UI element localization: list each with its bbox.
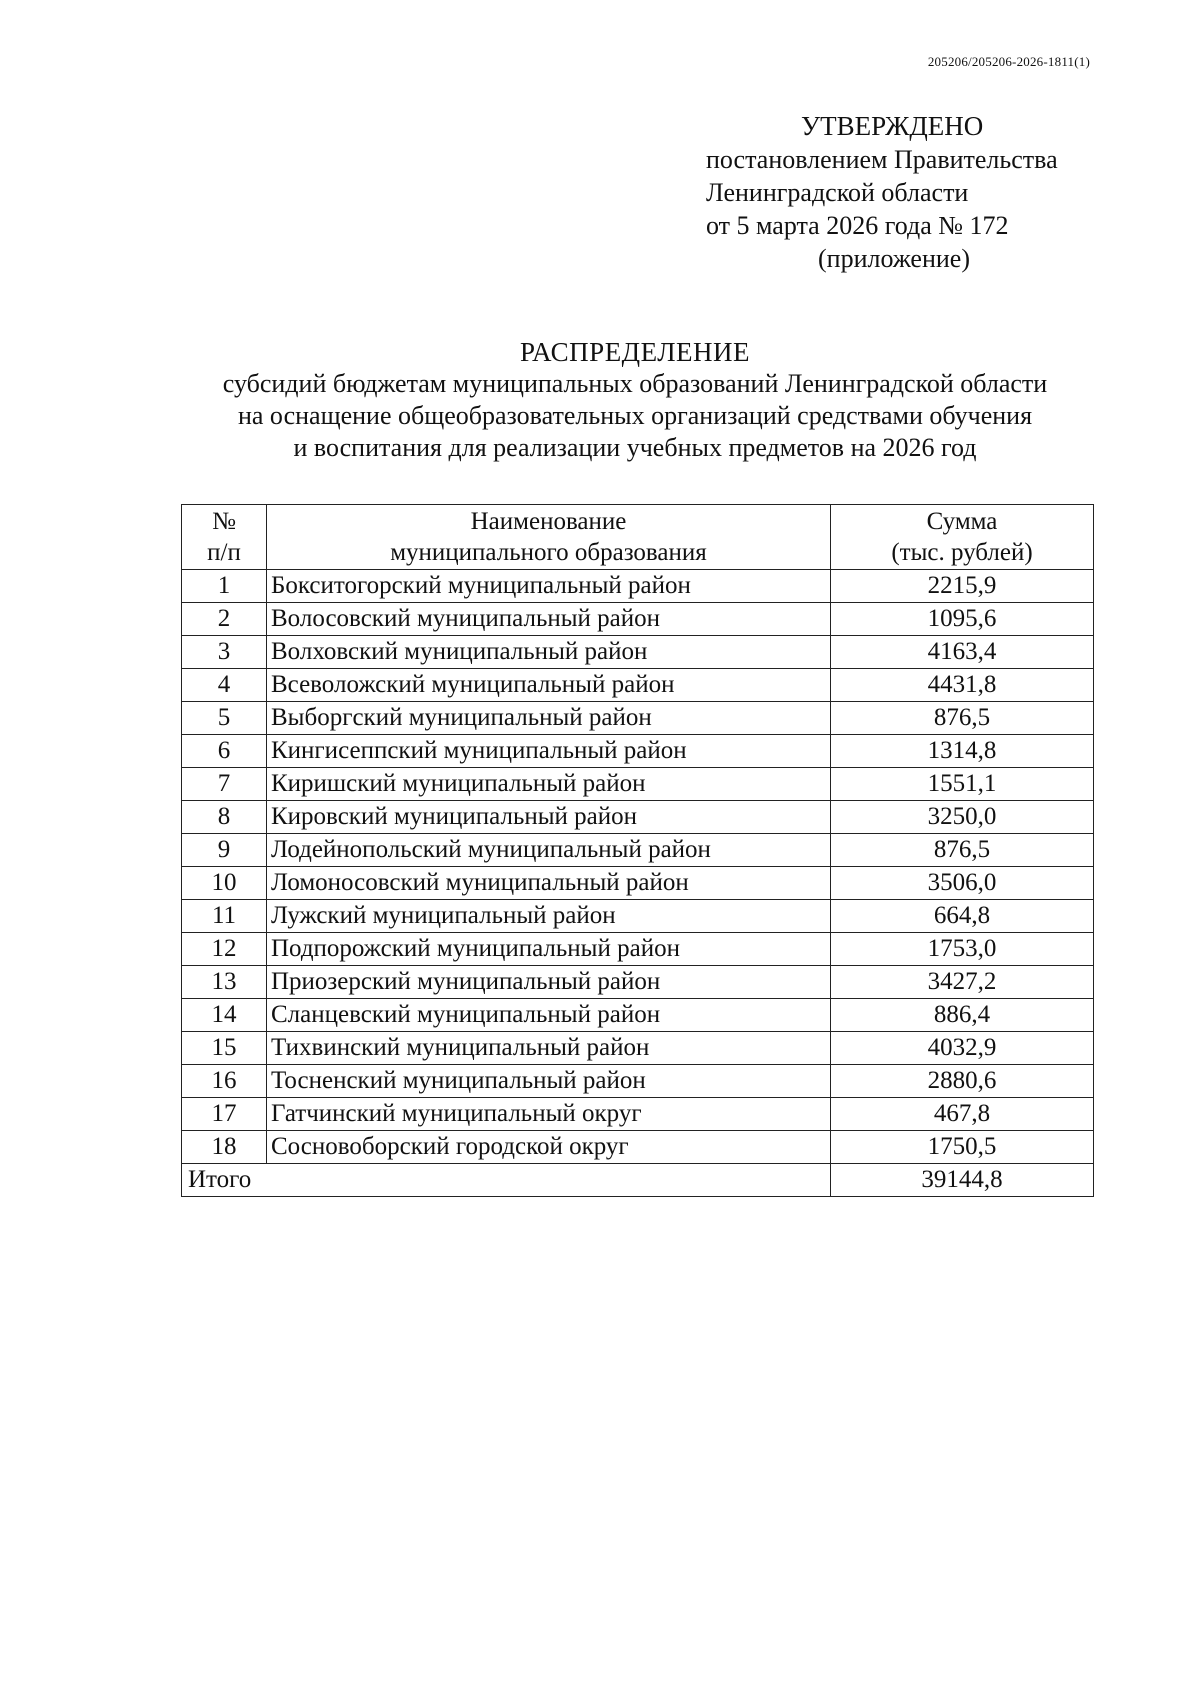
row-municipality-name: Кировский муниципальный район: [267, 801, 831, 834]
table-row: [182, 1032, 1094, 1065]
row-sum: 3250,0: [831, 801, 1094, 834]
document-code: 205206/205206-2026-1811(1): [927, 54, 1090, 69]
table-header-row: [182, 505, 1094, 570]
row-number: 9: [182, 834, 267, 867]
approval-title: УТВЕРЖДЕНО: [801, 111, 984, 141]
header-sum: Сумма (тыс. рублей): [831, 505, 1094, 570]
table-row: [182, 1065, 1094, 1098]
row-municipality-name: Тосненский муниципальный район: [267, 1065, 831, 1098]
row-number: 12: [182, 933, 267, 966]
row-sum: 3506,0: [831, 867, 1094, 900]
row-municipality-name: Выборгский муниципальный район: [267, 702, 831, 735]
row-sum: 1753,0: [831, 933, 1094, 966]
table-row: [182, 900, 1094, 933]
row-sum: 876,5: [831, 834, 1094, 867]
total-sum: 39144,8: [831, 1164, 1094, 1197]
row-municipality-name: Ломоносовский муниципальный район: [267, 867, 831, 900]
table-row: [182, 768, 1094, 801]
row-number: 3: [182, 636, 267, 669]
row-number: 18: [182, 1131, 267, 1164]
table-row: [182, 669, 1094, 702]
row-number: 17: [182, 1098, 267, 1131]
approval-line: от 5 марта 2026 года № 172: [706, 211, 1009, 240]
row-number: 11: [182, 900, 267, 933]
table-row: [182, 570, 1094, 603]
row-sum: 1314,8: [831, 735, 1094, 768]
row-sum: 3427,2: [831, 966, 1094, 999]
row-number: 5: [182, 702, 267, 735]
row-number: 13: [182, 966, 267, 999]
row-sum: 886,4: [831, 999, 1094, 1032]
row-number: 15: [182, 1032, 267, 1065]
table-row: [182, 867, 1094, 900]
header-name: Наименование муниципального образования: [267, 505, 831, 570]
row-number: 14: [182, 999, 267, 1032]
row-number: 16: [182, 1065, 267, 1098]
approval-stamp: [706, 110, 1126, 275]
row-sum: 2880,6: [831, 1065, 1094, 1098]
row-municipality-name: Сланцевский муниципальный район: [267, 999, 831, 1032]
table-row: [182, 933, 1094, 966]
row-municipality-name: Лодейнопольский муниципальный район: [267, 834, 831, 867]
row-number: 10: [182, 867, 267, 900]
row-number: 6: [182, 735, 267, 768]
row-number: 7: [182, 768, 267, 801]
row-sum: 4032,9: [831, 1032, 1094, 1065]
row-municipality-name: Приозерский муниципальный район: [267, 966, 831, 999]
row-municipality-name: Лужский муниципальный район: [267, 900, 831, 933]
row-municipality-name: Киришский муниципальный район: [267, 768, 831, 801]
row-number: 1: [182, 570, 267, 603]
table-row: [182, 636, 1094, 669]
table-row: [182, 834, 1094, 867]
table-row: [182, 801, 1094, 834]
row-number: 2: [182, 603, 267, 636]
row-municipality-name: Гатчинский муниципальный округ: [267, 1098, 831, 1131]
row-sum: 876,5: [831, 702, 1094, 735]
row-municipality-name: Сосновоборский городской округ: [267, 1131, 831, 1164]
row-municipality-name: Волховский муниципальный район: [267, 636, 831, 669]
document-subtitle-line: субсидий бюджетам муниципальных образований Ленинградской области: [222, 369, 1048, 398]
table-row: [182, 702, 1094, 735]
table-total-row: [182, 1164, 1094, 1197]
table-row: [182, 1098, 1094, 1131]
row-number: 8: [182, 801, 267, 834]
header-number: № п/п: [182, 505, 267, 570]
total-label: Итого: [182, 1164, 831, 1197]
row-municipality-name: Бокситогорский муниципальный район: [267, 570, 831, 603]
row-sum: 4163,4: [831, 636, 1094, 669]
row-municipality-name: Всеволожский муниципальный район: [267, 669, 831, 702]
row-sum: 1095,6: [831, 603, 1094, 636]
document-title-block: [0, 336, 1200, 464]
row-sum: 1551,1: [831, 768, 1094, 801]
table-row: [182, 1131, 1094, 1164]
row-municipality-name: Подпорожский муниципальный район: [267, 933, 831, 966]
row-sum: 1750,5: [831, 1131, 1094, 1164]
table-body: [182, 570, 1094, 1164]
row-number: 4: [182, 669, 267, 702]
table-row: [182, 999, 1094, 1032]
document-subtitle-line: и воспитания для реализации учебных предметов на 2026 год: [293, 433, 977, 462]
approval-line: постановлением Правительства: [706, 145, 1058, 174]
approval-appendix: (приложение): [818, 244, 971, 273]
row-municipality-name: Кингисеппский муниципальный район: [267, 735, 831, 768]
table-row: [182, 735, 1094, 768]
table-row: [182, 966, 1094, 999]
row-sum: 664,8: [831, 900, 1094, 933]
document-title: РАСПРЕДЕЛЕНИЕ: [519, 337, 751, 367]
row-municipality-name: Тихвинский муниципальный район: [267, 1032, 831, 1065]
distribution-table: [181, 504, 1094, 1197]
row-municipality-name: Волосовский муниципальный район: [267, 603, 831, 636]
row-sum: 4431,8: [831, 669, 1094, 702]
row-sum: 467,8: [831, 1098, 1094, 1131]
document-subtitle-line: на оснащение общеобразовательных организаций средствами обучения: [237, 401, 1033, 430]
row-sum: 2215,9: [831, 570, 1094, 603]
table-row: [182, 603, 1094, 636]
approval-line: Ленинградской области: [706, 178, 969, 207]
